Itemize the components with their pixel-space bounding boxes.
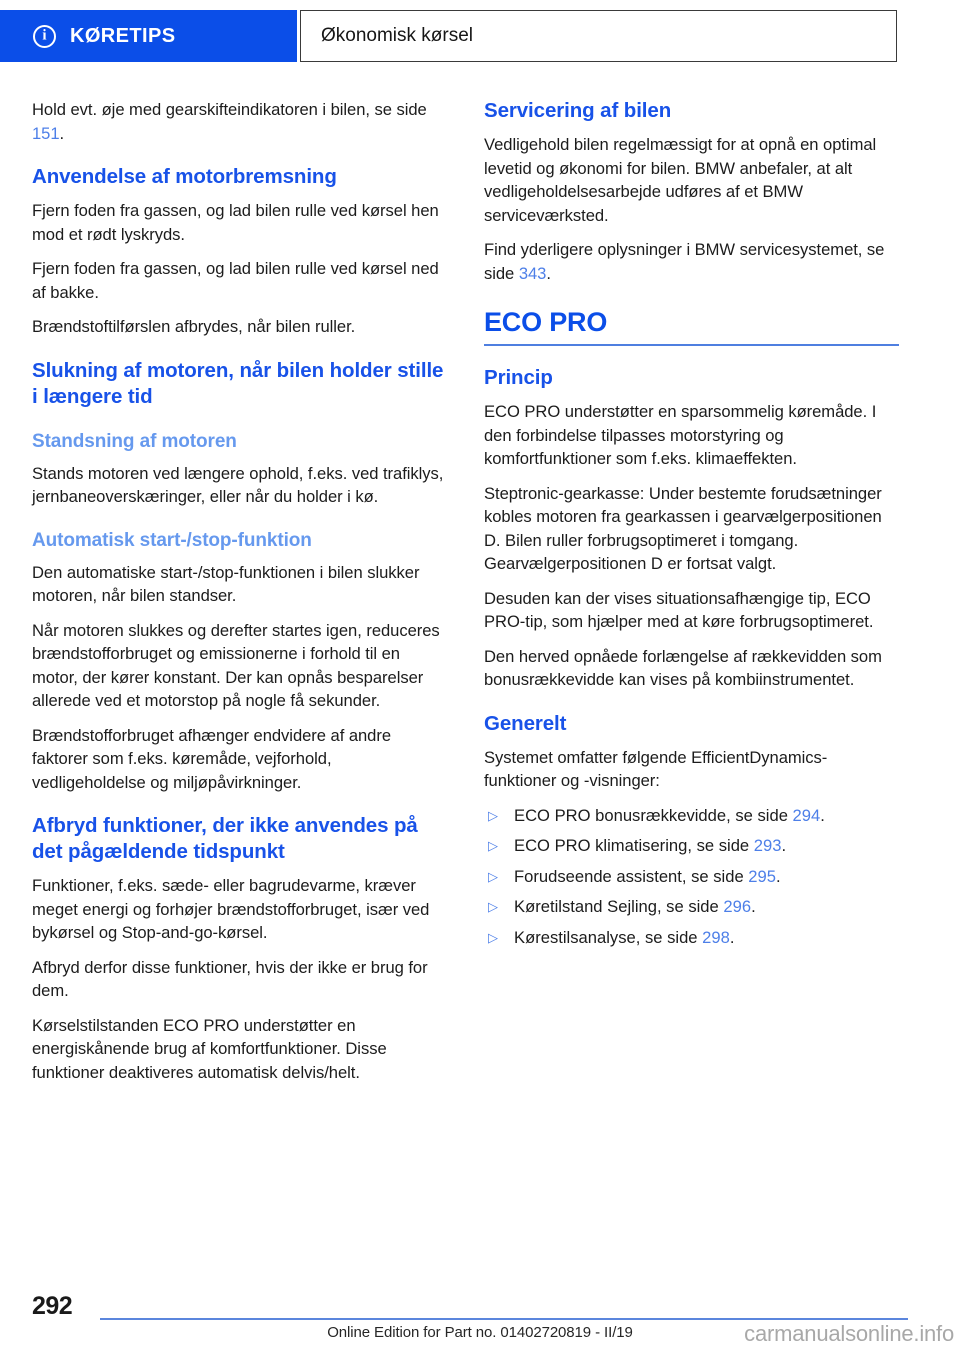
footer-edition-note: Online Edition for Part no. 01402720819 - II/19 bbox=[327, 1324, 633, 1341]
page-header bbox=[0, 10, 960, 62]
paragraph-generelt: Systemet omfatter følgende EfficientDynamics-funktioner og -visninger: bbox=[484, 747, 828, 790]
paragraph-standsning: Stands motoren ved længere ophold, f.eks. ved trafiklys, jernbaneoverskæringer, eller når du holder i kø. bbox=[32, 463, 444, 506]
list-item-label: ECO PRO klimatisering, se side bbox=[514, 836, 754, 855]
list-item bbox=[484, 865, 899, 889]
paragraph-motorbremsning-2: Fjern foden fra gassen, og lad bilen rulle ved kørsel ned af bakke. bbox=[32, 259, 439, 302]
servicering-text-after: . bbox=[546, 263, 551, 283]
heading-generelt: Generelt bbox=[484, 711, 567, 735]
paragraph-princip-3: Desuden kan der vises situationsafhængige tip, ECO PRO-tip, som hjælper med at køre forbrugsoptimeret. bbox=[484, 588, 874, 631]
chapter-tab-label: KØRETIPS bbox=[70, 24, 176, 47]
paragraph-startstop-2: Når motoren slukkes og derefter startes igen, reduceres brændstofforbruget og emissionerne i forhold til en motor, der kører konstant. Der kan opnås besparelser allerede ved et motorstop på nogle få sekunder. bbox=[32, 620, 440, 710]
list-item bbox=[484, 834, 899, 858]
triangle-bullet-icon: ▷ bbox=[488, 899, 498, 914]
chapter-tab[interactable] bbox=[0, 10, 297, 62]
servicering-text-before: Find yderligere oplysninger i BMW servicesystemet, se side bbox=[484, 240, 885, 283]
page-xref[interactable]: 343 bbox=[518, 263, 547, 283]
info-icon-glyph: i bbox=[42, 27, 47, 43]
page-xref[interactable]: 294 bbox=[792, 805, 821, 825]
list-item bbox=[484, 804, 899, 828]
page-xref[interactable]: 298 bbox=[702, 927, 730, 947]
triangle-bullet-icon: ▷ bbox=[488, 868, 498, 884]
paragraph-startstop-3: Brændstofforbruget afhænger endvidere af andre faktorer som f.eks. køremåde, vejforhold, vedligeholdelse og miljøpåvirkninger. bbox=[32, 725, 392, 792]
list-item bbox=[484, 895, 899, 919]
triangle-bullet-icon: ▷ bbox=[488, 807, 498, 823]
paragraph-motorbremsning-3: Brændstoftilførslen afbrydes, når bilen ruller. bbox=[32, 317, 356, 336]
list-item-suffix: . bbox=[729, 927, 735, 947]
heading-standsning-af-motoren: Standsning af motoren bbox=[32, 430, 237, 452]
heading-anvendelse-af-motorbremsning: Anvendelse af motorbremsning bbox=[32, 165, 337, 188]
list-item-suffix: . bbox=[775, 866, 781, 886]
section-tab[interactable] bbox=[300, 10, 897, 62]
heading-automatisk-start-stop-funktion: Automatisk start-/stop-funktion bbox=[32, 529, 312, 551]
list-item-suffix: . bbox=[781, 836, 787, 855]
page-xref[interactable]: 151 bbox=[32, 123, 60, 143]
page-number: 292 bbox=[32, 1292, 73, 1320]
page-footer bbox=[0, 1288, 960, 1362]
list-item-label: Forudseende assistent, se side bbox=[514, 866, 749, 886]
right-column bbox=[484, 98, 899, 956]
page-xref[interactable]: 296 bbox=[723, 897, 752, 916]
efficientdynamics-feature-list bbox=[484, 804, 899, 950]
chapter-title-eco-pro: ECO PRO bbox=[484, 307, 899, 346]
heading-afbryd-funktioner: Afbryd funktioner, der ikke anvendes på det pågældende tidspunkt bbox=[32, 814, 418, 863]
paragraph-princip-1: ECO PRO understøtter en sparsommelig køremåde. I den forbindelse tilpasses motorstyring og komfortfunktioner som f.eks. klimaeffekten. bbox=[484, 402, 877, 468]
list-item-text bbox=[514, 865, 781, 889]
paragraph-servicering-1: Vedligehold bilen regelmæssigt for at opnå en optimal levetid og økonomi for bilen. BMW anbefaler, at alt vedligeholdelsesarbejde udføres af et BMW serviceværksted. bbox=[484, 135, 877, 225]
list-item-text bbox=[514, 804, 825, 828]
list-item-text bbox=[514, 834, 786, 858]
list-item-label: Køretilstand Sejling, se side bbox=[514, 897, 724, 916]
left-column bbox=[32, 98, 447, 1095]
paragraph-princip-4: Den herved opnåede forlængelse af rækkevidden som bonusrækkevidde kan vises på kombiinstrumentet. bbox=[484, 646, 882, 689]
paragraph-afbryd-2: Afbryd derfor disse funktioner, hvis der ikke er brug for dem. bbox=[32, 957, 428, 1000]
watermark: carmanualsonline.info bbox=[744, 1321, 954, 1346]
paragraph-afbryd-1: Funktioner, f.eks. sæde- eller bagrudevarme, kræver meget energi og forhøjer brændstofforbruget, især ved bykørsel og Stop-and-go-kørsel. bbox=[32, 876, 430, 942]
list-item-suffix: . bbox=[820, 805, 825, 825]
page-xref[interactable]: 293 bbox=[753, 836, 782, 855]
triangle-bullet-icon: ▷ bbox=[488, 929, 498, 945]
heading-servicering-af-bilen: Servicering af bilen bbox=[484, 99, 672, 122]
list-item-label: Kørestilsanalyse, se side bbox=[514, 927, 703, 947]
paragraph-startstop-1: Den automatiske start-/stop-funktionen i bilen slukker motoren, når bilen standser. bbox=[32, 562, 420, 605]
heading-princip: Princip bbox=[484, 366, 553, 389]
list-item-text bbox=[514, 895, 756, 919]
paragraph-princip-2: Steptronic-gearkasse: Under bestemte forudsætninger kobles motoren fra gearkassen i gearvælgerpositionen D. Bilen ruller forbrugsoptimeret i tomgang. Gearvælgerpositionen D er fortsat valgt. bbox=[484, 483, 882, 573]
footer-divider bbox=[100, 1318, 908, 1320]
paragraph-afbryd-3: Kørselstilstanden ECO PRO understøtter en energiskånende brug af komfortfunktioner. Disse funktioner deaktiveres automatisk delvis/helt. bbox=[32, 1015, 387, 1082]
list-item bbox=[484, 926, 899, 950]
page-xref[interactable]: 295 bbox=[748, 866, 776, 886]
triangle-bullet-icon: ▷ bbox=[488, 838, 498, 853]
info-circle-icon bbox=[33, 25, 56, 48]
list-item-text bbox=[514, 926, 734, 950]
heading-slukning-af-motoren: Slukning af motoren, når bilen holder stille i længere tid bbox=[32, 358, 444, 408]
section-tab-label: Økonomisk kørsel bbox=[321, 25, 474, 46]
intro-paragraph bbox=[32, 98, 447, 145]
intro-text-before: Hold evt. øje med gearskifteindikatoren i bilen, se side bbox=[32, 100, 427, 119]
list-item-label: ECO PRO bonusrækkevidde, se side bbox=[514, 805, 793, 825]
paragraph-servicering-2 bbox=[484, 238, 899, 285]
list-item-suffix: . bbox=[751, 897, 756, 916]
paragraph-motorbremsning-1: Fjern foden fra gassen, og lad bilen rulle ved kørsel hen mod et rødt lyskryds. bbox=[32, 201, 439, 244]
intro-text-after: . bbox=[59, 123, 65, 143]
